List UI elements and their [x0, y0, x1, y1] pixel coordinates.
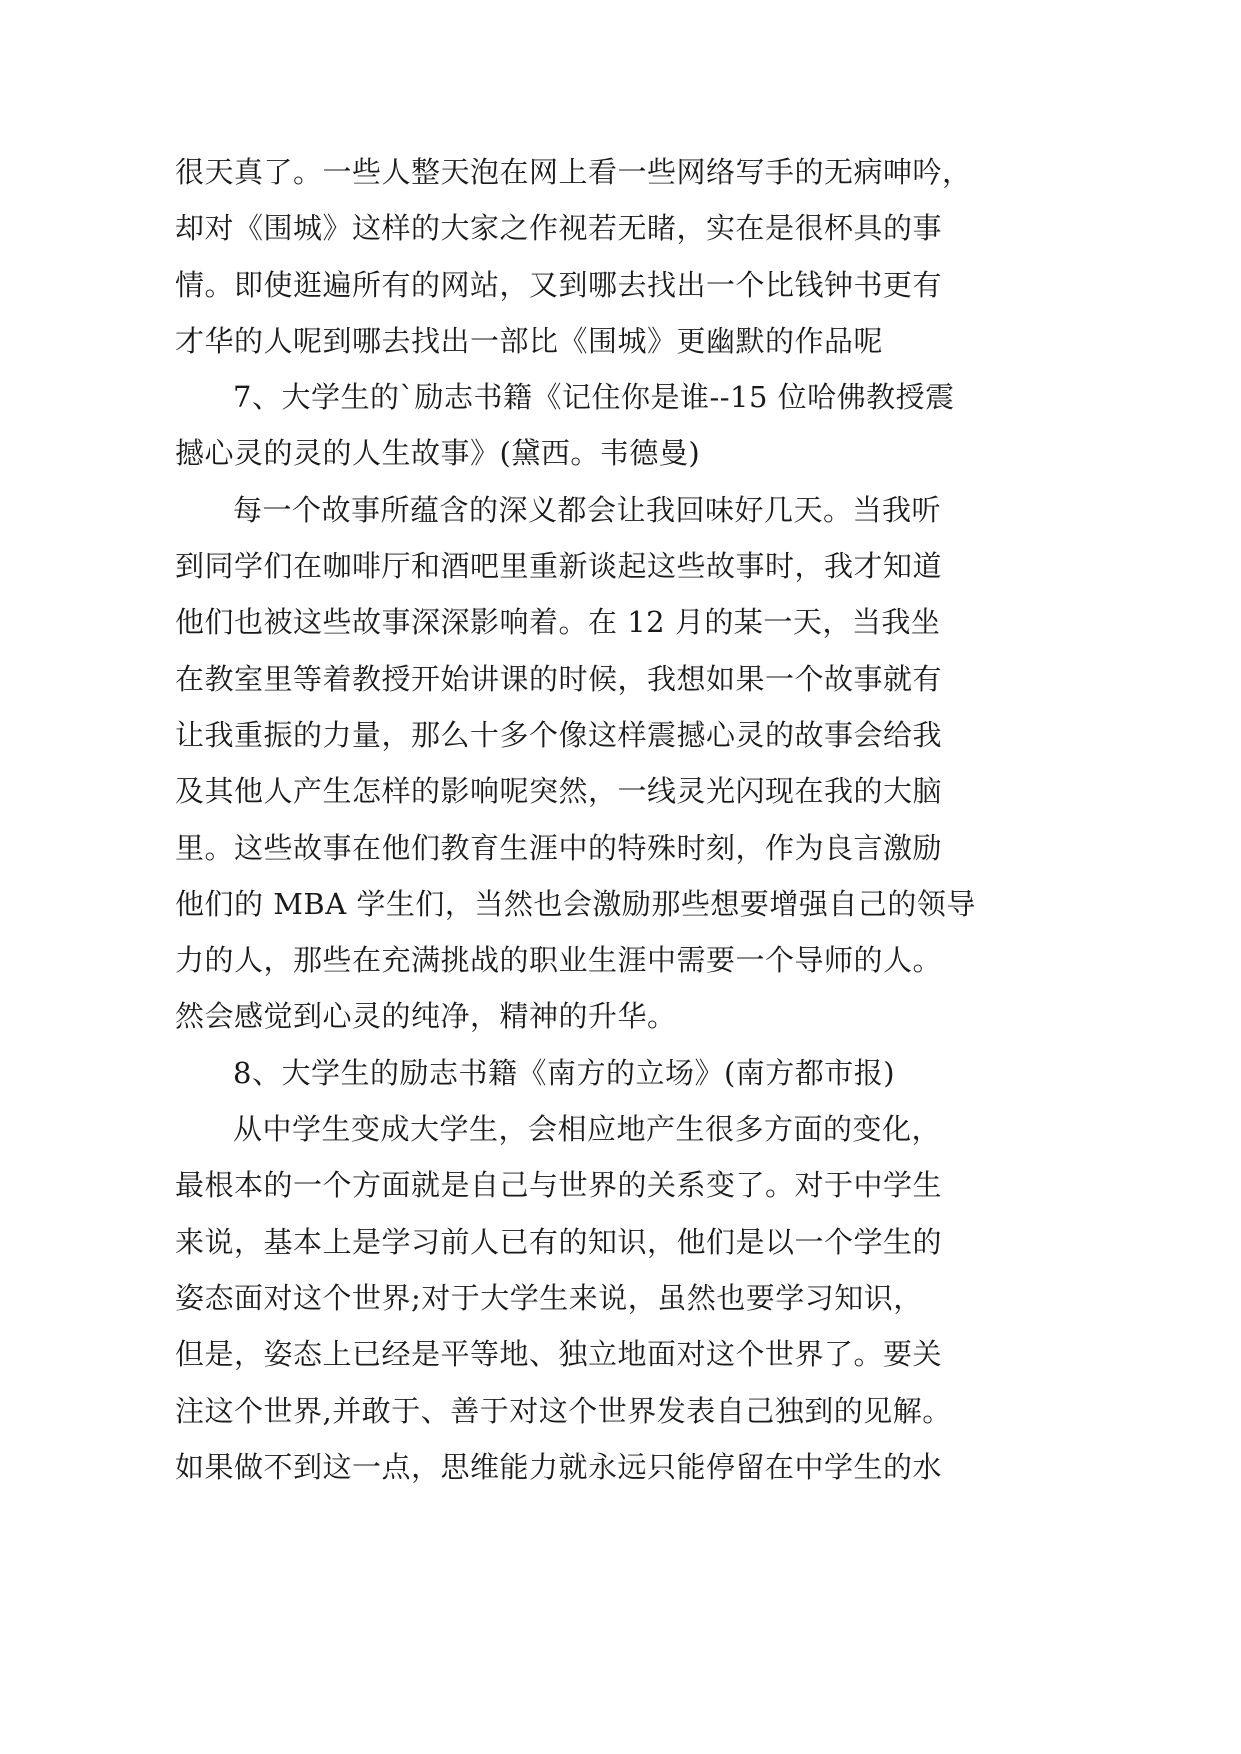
text-line: 在教室里等着教授开始讲课的时候，我想如果一个故事就有: [175, 661, 943, 696]
text-line: 但是，姿态上已经是平等地、独立地面对这个世界了。要关: [175, 1337, 943, 1372]
section-heading-line: 7、大学生的`励志书籍《记住你是谁--15 位哈佛教授震: [233, 380, 955, 415]
text-line: 最根本的一个方面就是自己与世界的关系变了。对于中学生: [175, 1168, 943, 1203]
text-line: 来说，基本上是学习前人已有的知识，他们是以一个学生的: [175, 1224, 943, 1259]
document-body: [175, 144, 1175, 1495]
text-line: 然会感觉到心灵的纯净，精神的升华。: [175, 999, 677, 1034]
text-line: 才华的人呢到哪去找出一部比《围城》更幽默的作品呢: [175, 323, 884, 358]
text-line: 他们的 MBA 学生们，当然也会激励那些想要增强自己的领导: [175, 886, 976, 921]
text-line: 他们也被这些故事深深影响着。在 12 月的某一天，当我坐: [175, 605, 941, 640]
text-line: 情。即使逛遍所有的网站，又到哪去找出一个比钱钟书更有: [175, 267, 943, 302]
text-line: 却对《围城》这样的大家之作视若无睹，实在是很杯具的事: [175, 211, 943, 246]
text-line: 让我重振的力量，那么十多个像这样震撼心灵的故事会给我: [175, 717, 943, 752]
text-line: 从中学生变成大学生，会相应地产生很多方面的变化，: [233, 1112, 942, 1147]
text-line: 及其他人产生怎样的影响呢突然，一线灵光闪现在我的大脑: [175, 774, 943, 809]
text-line: 到同学们在咖啡厅和酒吧里重新谈起这些故事时，我才知道: [175, 549, 943, 584]
section-heading-line: 撼心灵的灵的人生故事》(黛西。韦德曼): [175, 436, 701, 471]
text-line: 如果做不到这一点，思维能力就永远只能停留在中学生的水: [175, 1449, 943, 1484]
text-line: 很天真了。一些人整天泡在网上看一些网络写手的无病呻吟，: [175, 155, 972, 189]
text-line: 里。这些故事在他们教育生涯中的特殊时刻，作为良言激励: [175, 830, 943, 865]
section-heading-line: 8、大学生的励志书籍《南方的立场》(南方都市报): [233, 1055, 896, 1090]
text-line: 姿态面对这个世界;对于大学生来说，虽然也要学习知识，: [175, 1280, 923, 1315]
text-line: 力的人，那些在充满挑战的职业生涯中需要一个导师的人。: [175, 943, 943, 978]
text-line: 注这个世界,并敢于、善于对这个世界发表自己独到的见解。: [175, 1393, 952, 1428]
text-line: 每一个故事所蕴含的深义都会让我回味好几天。当我听: [233, 492, 942, 527]
